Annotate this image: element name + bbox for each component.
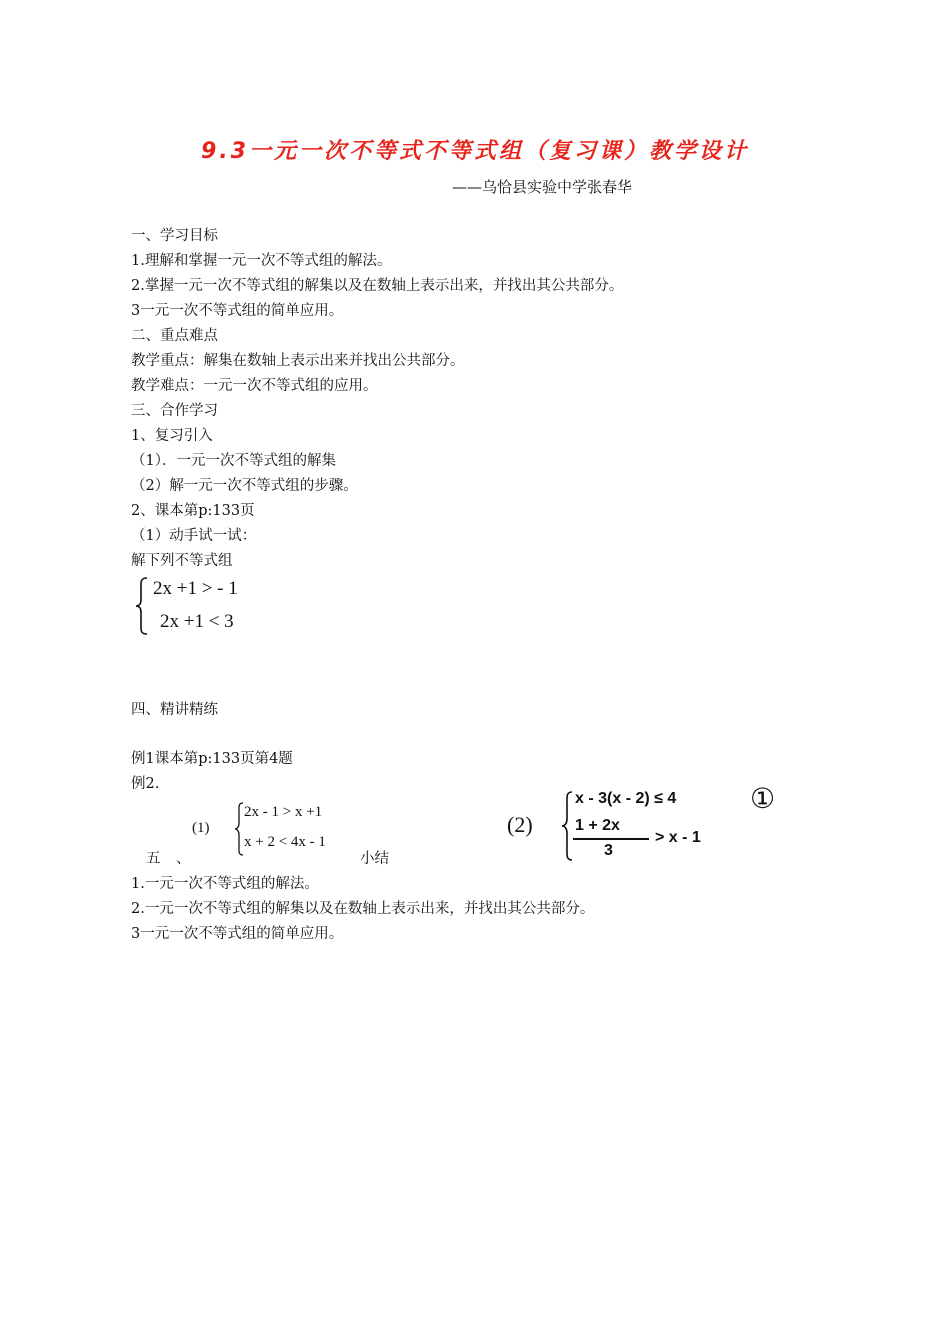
example-2-label: 例2. bbox=[131, 776, 160, 792]
review-intro: 1、复习引入 bbox=[131, 428, 213, 444]
part-1-line-1: 2x - 1 > x +1 bbox=[244, 804, 323, 820]
part-1-line-2: x + 2 < 4x - 1 bbox=[244, 834, 326, 850]
heading-cooperative: 三、合作学习 bbox=[131, 403, 218, 419]
objective-3: 3一元一次不等式组的简单应用。 bbox=[131, 303, 344, 319]
difficult-point: 教学难点：一元一次不等式组的应用。 bbox=[131, 378, 378, 394]
summary-2: 2.一元一次不等式组的解集以及在数轴上表示出来，并找出其公共部分。 bbox=[131, 901, 595, 917]
part-2-rhs: > x - 1 bbox=[655, 829, 701, 846]
heading-key-points: 二、重点难点 bbox=[131, 328, 218, 344]
system1-line-2: 2x +1 < 3 bbox=[160, 611, 234, 632]
fraction-bar bbox=[573, 838, 649, 840]
example-1: 例1课本第p:133页第4题 bbox=[131, 751, 293, 767]
author-line: ——乌恰县实验中学张春华 bbox=[452, 178, 633, 196]
textbook-page: 2、课本第p:133页 bbox=[131, 503, 255, 519]
brace-3 bbox=[560, 790, 574, 862]
objective-2: 2.掌握一元一次不等式组的解集以及在数轴上表示出来，并找出其公共部分。 bbox=[131, 278, 624, 294]
heading-summary-mark: 、 bbox=[176, 851, 191, 867]
part-2-line-1: x - 3(x - 2) ≤ 4 bbox=[575, 790, 677, 807]
review-item-2: （2）解一元一次不等式组的步骤。 bbox=[131, 478, 358, 494]
brace-1 bbox=[134, 576, 150, 636]
heading-practice: 四、精讲精练 bbox=[131, 702, 218, 718]
solve-prompt: 解下列不等式组 bbox=[131, 553, 233, 569]
part-1-label: (1) bbox=[192, 820, 210, 836]
heading-summary-title: 小结 bbox=[360, 851, 389, 867]
key-point: 教学重点：解集在数轴上表示出来并找出公共部分。 bbox=[131, 353, 465, 369]
document-title: 9.3一元一次不等式不等式组（复习课）教学设计 bbox=[201, 139, 749, 164]
circled-one: ① bbox=[750, 782, 776, 815]
heading-objectives: 一、学习目标 bbox=[131, 228, 218, 244]
objective-1: 1.理解和掌握一元一次不等式组的解法。 bbox=[131, 253, 392, 269]
part-2-label: (2) bbox=[507, 812, 533, 837]
summary-1: 1.一元一次不等式组的解法。 bbox=[131, 876, 319, 892]
try-it: （1）动手试一试： bbox=[131, 528, 257, 544]
heading-summary-number: 五 bbox=[146, 851, 161, 867]
part-2-numerator: 1 + 2x bbox=[575, 817, 620, 834]
summary-3: 3一元一次不等式组的简单应用。 bbox=[131, 926, 344, 942]
part-2-denominator: 3 bbox=[604, 842, 613, 859]
review-item-1: （1）．一元一次不等式组的解集 bbox=[131, 453, 336, 469]
system1-line-1: 2x +1 > - 1 bbox=[153, 578, 238, 599]
